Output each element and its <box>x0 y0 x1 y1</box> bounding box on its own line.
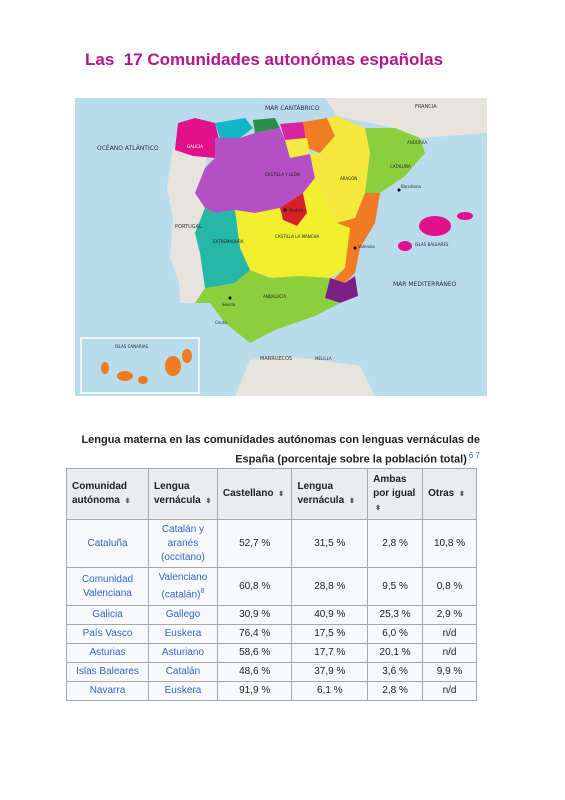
svg-text:MELILLA: MELILLA <box>315 356 332 361</box>
cell-otras: 10,8 % <box>423 520 477 568</box>
footnote-ref[interactable]: 8 <box>200 587 205 595</box>
svg-text:Madrid: Madrid <box>289 208 303 213</box>
svg-text:Valencia: Valencia <box>358 244 375 249</box>
cell-vernacula: 17,5 % <box>292 625 368 644</box>
cell-castellano: 91,9 % <box>217 682 292 701</box>
spain-map <box>75 98 487 396</box>
svg-text:ANDALUCÍA: ANDALUCÍA <box>263 294 287 299</box>
col-comunidad[interactable]: Comunidad autónoma ⬍ <box>67 469 149 520</box>
cell-lengua[interactable]: Gallego <box>149 606 218 625</box>
table-caption-text: Lengua materna en las comunidades autónomas con lenguas vernáculas de España (porcentaje sobre la población total) <box>81 434 480 466</box>
cell-castellano: 58,6 % <box>217 644 292 663</box>
table-header-row <box>67 469 477 520</box>
table-row <box>67 644 477 663</box>
cell-ambas: 9,5 % <box>368 568 423 606</box>
cell-otras: n/d <box>423 682 477 701</box>
svg-text:MAR CANTÁBRICO: MAR CANTÁBRICO <box>265 105 320 112</box>
sort-icon[interactable]: ⬍ <box>348 497 355 505</box>
cell-ambas: 25,3 % <box>368 606 423 625</box>
sort-icon[interactable]: ⬍ <box>124 497 131 505</box>
cell-castellano: 52,7 % <box>217 520 292 568</box>
page-title: Las 17 Comunidades autonómas españolas <box>85 50 444 69</box>
table-row <box>67 568 477 606</box>
region-baleares-menorca <box>457 212 473 220</box>
cell-otras: 0,8 % <box>423 568 477 606</box>
table-row <box>67 663 477 682</box>
cell-ambas: 6,0 % <box>368 625 423 644</box>
svg-text:FRANCIA: FRANCIA <box>415 104 437 110</box>
cell-vernacula: 6,1 % <box>292 682 368 701</box>
cell-comunidad[interactable]: Galicia <box>67 606 149 625</box>
caption-refs[interactable]: 6 7 <box>468 451 480 460</box>
cell-otras: n/d <box>423 644 477 663</box>
table-row <box>67 606 477 625</box>
svg-text:MAR MEDITERRÁNEO: MAR MEDITERRÁNEO <box>393 281 457 288</box>
svg-text:CASTILLA Y LEÓN: CASTILLA Y LEÓN <box>265 172 300 177</box>
region-galicia <box>175 118 220 158</box>
svg-text:GALICIA: GALICIA <box>187 144 203 149</box>
cell-castellano: 76,4 % <box>217 625 292 644</box>
cell-ambas: 2,8 % <box>368 682 423 701</box>
svg-text:EXTREMADURA: EXTREMADURA <box>213 239 244 244</box>
svg-text:OCÉANO ATLÁNTICO: OCÉANO ATLÁNTICO <box>97 145 159 152</box>
svg-text:MARRUECOS: MARRUECOS <box>260 356 293 362</box>
cell-ambas: 20,1 % <box>368 644 423 663</box>
svg-text:Sevilla: Sevilla <box>222 302 236 307</box>
col-otras[interactable]: Otras ⬍ <box>423 469 477 520</box>
col-castellano[interactable]: Castellano ⬍ <box>217 469 292 520</box>
cell-castellano: 60,8 % <box>217 568 292 606</box>
language-table <box>66 468 477 701</box>
cell-comunidad[interactable]: Comunidad Valenciana <box>67 568 149 606</box>
table-row <box>67 682 477 701</box>
cell-vernacula: 17,7 % <box>292 644 368 663</box>
svg-text:ISLAS CANARIAS: ISLAS CANARIAS <box>115 344 149 349</box>
cell-lengua[interactable]: Valenciano (catalán)$^8$ <box>149 568 218 606</box>
col-vernacula[interactable]: Lengua vernácula ⬍ <box>292 469 368 520</box>
cell-vernacula: 31,5 % <box>292 520 368 568</box>
cell-vernacula: 28,8 % <box>292 568 368 606</box>
cell-comunidad[interactable]: Cataluña <box>67 520 149 568</box>
svg-text:CATALUÑA: CATALUÑA <box>390 164 411 169</box>
cell-vernacula: 40,9 % <box>292 606 368 625</box>
cell-otras: n/d <box>423 625 477 644</box>
cell-lengua[interactable]: Catalán y aranés (occitano) <box>149 520 218 568</box>
table-body <box>67 520 477 701</box>
region-baleares-mallorca <box>419 216 451 236</box>
table-row <box>67 625 477 644</box>
cell-lengua[interactable]: Euskera <box>149 625 218 644</box>
cell-comunidad[interactable]: Navarra <box>67 682 149 701</box>
svg-text:ISLAS BALEARES: ISLAS BALEARES <box>415 242 449 247</box>
svg-text:PORTUGAL: PORTUGAL <box>175 224 202 230</box>
cell-castellano: 48,6 % <box>217 663 292 682</box>
svg-text:Ceuta: Ceuta <box>215 320 227 325</box>
svg-text:ARAGÓN: ARAGÓN <box>340 176 358 181</box>
region-baleares-ibiza <box>398 241 412 251</box>
cell-lengua[interactable]: Asturiano <box>149 644 218 663</box>
col-ambas[interactable]: Ambas por igual ⬍ <box>368 469 423 520</box>
sort-icon[interactable]: ⬍ <box>278 490 285 498</box>
cell-ambas: 3,6 % <box>368 663 423 682</box>
sort-icon[interactable]: ⬍ <box>205 497 212 505</box>
cell-otras: 9,9 % <box>423 663 477 682</box>
table-row <box>67 520 477 568</box>
cell-lengua[interactable]: Catalán <box>149 663 218 682</box>
svg-text:ANDORRA: ANDORRA <box>407 140 428 145</box>
cell-ambas: 2,8 % <box>368 520 423 568</box>
cell-lengua[interactable]: Euskera <box>149 682 218 701</box>
svg-text:CASTILLA LA MANCHA: CASTILLA LA MANCHA <box>275 234 320 239</box>
cell-vernacula: 37,9 % <box>292 663 368 682</box>
sort-icon[interactable]: ⬍ <box>459 490 465 498</box>
svg-text:Barcelona: Barcelona <box>401 184 421 189</box>
cell-comunidad[interactable]: Asturias <box>67 644 149 663</box>
table-caption <box>62 432 480 468</box>
cell-castellano: 30,9 % <box>217 606 292 625</box>
cell-comunidad[interactable]: Islas Baleares <box>67 663 149 682</box>
cell-otras: 2,9 % <box>423 606 477 625</box>
cell-comunidad[interactable]: País Vasco <box>67 625 149 644</box>
col-lengua[interactable]: Lengua vernácula ⬍ <box>149 469 218 520</box>
sort-icon[interactable]: ⬍ <box>375 504 381 512</box>
